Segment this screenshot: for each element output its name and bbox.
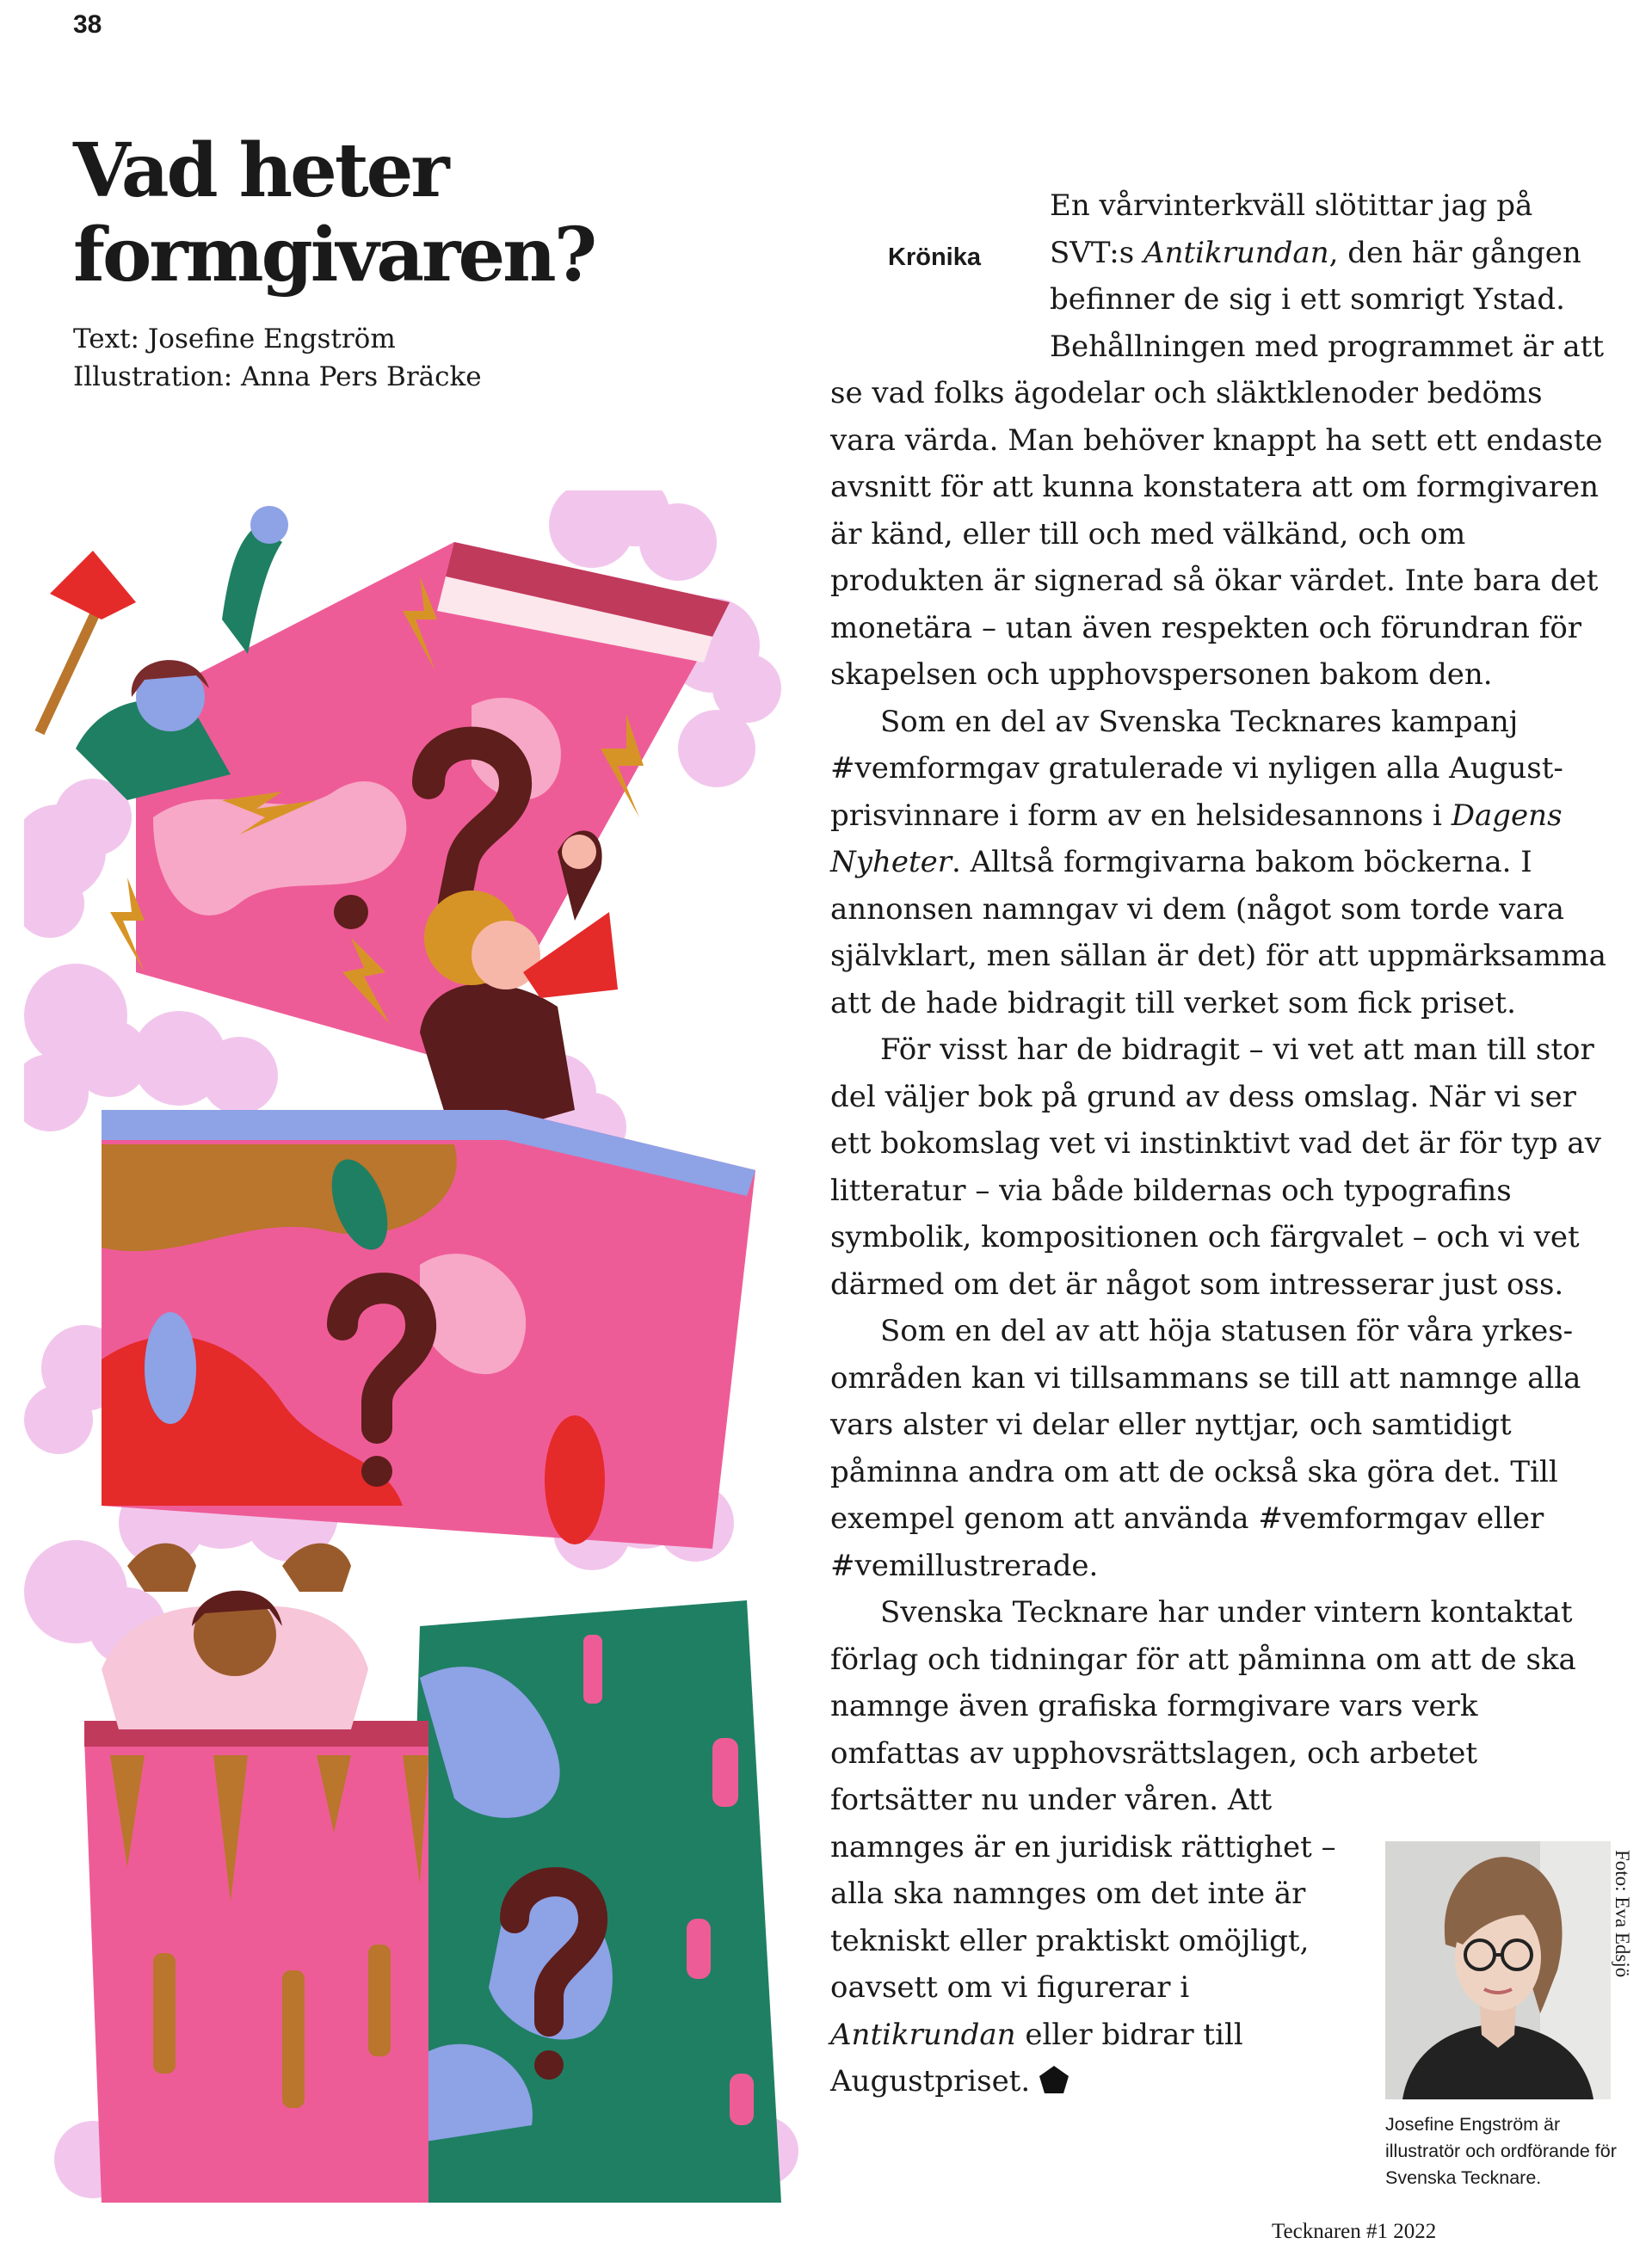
author-credit: Text: Josefine Engström (73, 324, 396, 354)
illustrator-credit: Illustration: Anna Pers Bräcke (73, 361, 482, 392)
paragraph-2: Som en del av Svenska Tecknares kampanj #vemformgav gratulerade vi nyligen alla Augustprisvinnare i form av en helsidesannons i Dagens Nyheter. Alltså formgivarna bakom böckerna. I annonsen namngav vi dem (något som torde vara självklart, men sällan är det) för att uppmärksamma att de hade bidragit till verket som fick priset. (830, 704, 1606, 1020)
middle-book (102, 1110, 755, 1549)
photo-caption: Josefine Engström är illustratör och ordförande för Svenska Tecknare. (1385, 2114, 1617, 2188)
byline (73, 320, 482, 396)
author-photo (1385, 1841, 1611, 2099)
end-mark-icon (1039, 2065, 1069, 2094)
article-illustration (24, 490, 798, 2203)
paragraph-5: Svenska Tecknare har under vintern kontaktat förlag och tidningar för att påminna om att de ska namnge även grafiska formgivare vars verk omfattas av upphovsrättslagen, och arbetet fortsätter nu under våren. Att namnges är en juridisk rättighet – alla ska namnges om det inte är tekniskt eller praktiskt omöjligt, oavsett om vi figurerar i Antikrundan eller bidrar till Augustpriset. (830, 1595, 1576, 2099)
layout-spacer (1608, 182, 1609, 1799)
kicker-area (830, 182, 1050, 327)
column-label: Krönika (888, 243, 981, 271)
bottom-boxes (84, 1544, 781, 2203)
paragraph-3: För visst har de bidragit – vi vet att man till stor del väljer bok på grund av dess omslag. När vi ser ett bokomslag vet vi instinktivt vad det är för typ av litteratur – via både bildernas och typografins symbolik, kompositionen och färgvalet – och vi vet därmed om det är något som intresserar just oss. (830, 1032, 1601, 1302)
photo-credit: Foto: Eva Edsjö (1612, 1850, 1633, 1978)
paragraph-1: En vårvinterkväll slötittar jag på SVT:s Antikrundan, den här gången befinner de sig i ett somrigt Ystad. Behållningen med programmet är att se vad folks ägodelar och släktklenoder bedöms vara värda. Man behöver knappt ha sett ett endaste avsnitt för att kunna konstatera att om formgivaren är känd, eller till och med välkänd, och om produkten är signerad så ökar värdet. Inte bara det monetära – utan även respekten och förundran för skapelsen och upphovspersonen bakom den. (830, 188, 1604, 692)
article-title: Vad heter formgivaren? (73, 127, 595, 299)
paragraph-4: Som en del av att höja statusen för våra yrkesområden kan vi tillsammans se till att namnge alla vars alster vi delar eller nyttjar, och samtidigt påminna andra om att de också ska göra det. Till exempel genom att använda #vemformgav eller #vemillustrerade. (830, 1314, 1581, 1583)
top-book (110, 542, 730, 1067)
footer-issue: Tecknaren #1 2022 (1272, 2220, 1437, 2243)
article-body (830, 182, 1609, 2105)
page-number: 38 (73, 10, 102, 39)
